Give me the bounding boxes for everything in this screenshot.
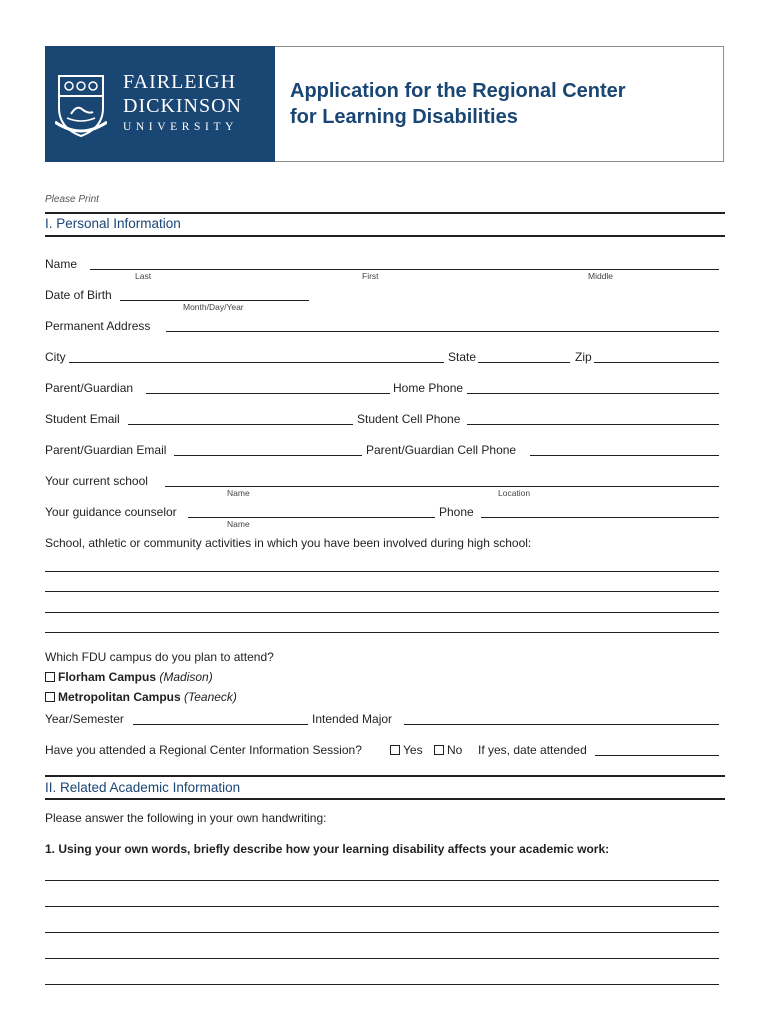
section2-rule-top — [45, 775, 725, 777]
logo-name-line3: UNIVERSITY — [123, 121, 238, 133]
section2-rule-bottom — [45, 798, 725, 800]
city-field[interactable] — [69, 362, 444, 363]
school-field[interactable] — [165, 486, 719, 487]
please-print-note: Please Print — [45, 194, 99, 205]
school-sub-name: Name — [227, 488, 250, 498]
title-line2: for Learning Disabilities — [290, 106, 518, 128]
intended-major-label: Intended Major — [312, 712, 393, 726]
yes-checkbox[interactable] — [390, 745, 400, 755]
activities-line[interactable] — [45, 632, 719, 633]
answer-line[interactable] — [45, 906, 719, 907]
counselor-field[interactable] — [188, 517, 435, 518]
section-rule-bottom — [45, 235, 725, 237]
activities-line[interactable] — [45, 612, 719, 613]
counselor-phone-field[interactable] — [481, 517, 719, 518]
name-field[interactable] — [90, 269, 719, 270]
section1-title: I. Personal Information — [45, 216, 181, 231]
logo-name-line1: FAIRLEIGH — [123, 71, 237, 93]
student-cell-label: Student Cell Phone — [357, 412, 461, 426]
date-attended-label: If yes, date attended — [478, 743, 587, 757]
answer-line[interactable] — [45, 932, 719, 933]
florham-checkbox[interactable] — [45, 672, 55, 682]
logo-name-line2: DICKINSON — [123, 95, 242, 117]
florham-location: (Madison) — [159, 670, 213, 684]
activities-line[interactable] — [45, 571, 719, 572]
year-semester-label: Year/Semester — [45, 712, 124, 726]
florham-option — [58, 670, 213, 684]
crest-icon — [55, 74, 107, 138]
name-sub-middle: Middle — [588, 271, 614, 281]
metropolitan-checkbox[interactable] — [45, 692, 55, 702]
home-phone-field[interactable] — [467, 393, 719, 394]
answer-line[interactable] — [45, 958, 719, 959]
name-sub-first: First — [362, 271, 379, 281]
zip-label: Zip — [575, 350, 592, 364]
metropolitan-name: Metropolitan Campus — [58, 690, 181, 704]
state-label: State — [448, 350, 477, 364]
section-rule-top — [45, 212, 725, 214]
dob-field[interactable] — [120, 300, 309, 301]
florham-name: Florham Campus — [58, 670, 157, 684]
school-label: Your current school — [45, 474, 148, 488]
parent-email-field[interactable] — [174, 455, 362, 456]
activities-line[interactable] — [45, 591, 719, 592]
answer-line[interactable] — [45, 880, 719, 881]
student-email-label: Student Email — [45, 412, 120, 426]
title-line1: Application for the Regional Center — [290, 80, 626, 102]
date-attended-field[interactable] — [595, 755, 719, 756]
no-label: No — [447, 743, 463, 757]
state-field[interactable] — [478, 362, 570, 363]
question1: 1. Using your own words, briefly describe how your learning disability affects your academic work: — [45, 842, 610, 856]
school-sub-location: Location — [498, 488, 531, 498]
permanent-address-label: Permanent Address — [45, 319, 151, 333]
dob-label: Date of Birth — [45, 288, 112, 302]
yes-label: Yes — [403, 743, 423, 757]
city-label: City — [45, 350, 66, 364]
campus-question: Which FDU campus do you plan to attend? — [45, 650, 274, 664]
name-label: Name — [45, 257, 78, 271]
intended-major-field[interactable] — [404, 724, 719, 725]
section2-instruction: Please answer the following in your own handwriting: — [45, 811, 327, 825]
name-sub-last: Last — [135, 271, 152, 281]
section2-title: II. Related Academic Information — [45, 780, 241, 795]
metropolitan-location: (Teaneck) — [184, 690, 237, 704]
zip-field[interactable] — [594, 362, 719, 363]
student-email-field[interactable] — [128, 424, 353, 425]
parent-field[interactable] — [146, 393, 390, 394]
parent-label: Parent/Guardian — [45, 381, 134, 395]
university-logo — [45, 46, 275, 162]
counselor-phone-label: Phone — [439, 505, 474, 519]
parent-cell-field[interactable] — [530, 455, 719, 456]
year-semester-field[interactable] — [133, 724, 308, 725]
parent-email-label: Parent/Guardian Email — [45, 443, 167, 457]
student-cell-field[interactable] — [467, 424, 719, 425]
activities-label: School, athletic or community activities in which you have been involved during high school: — [45, 536, 532, 550]
page-title — [290, 78, 626, 130]
no-checkbox[interactable] — [434, 745, 444, 755]
permanent-address-field[interactable] — [166, 331, 719, 332]
dob-sub: Month/Day/Year — [183, 302, 244, 312]
metropolitan-option — [58, 690, 237, 704]
home-phone-label: Home Phone — [393, 381, 464, 395]
info-session-question: Have you attended a Regional Center Information Session? — [45, 743, 362, 757]
parent-cell-label: Parent/Guardian Cell Phone — [366, 443, 517, 457]
counselor-label: Your guidance counselor — [45, 505, 177, 519]
counselor-sub-name: Name — [227, 519, 250, 529]
answer-line[interactable] — [45, 984, 719, 985]
